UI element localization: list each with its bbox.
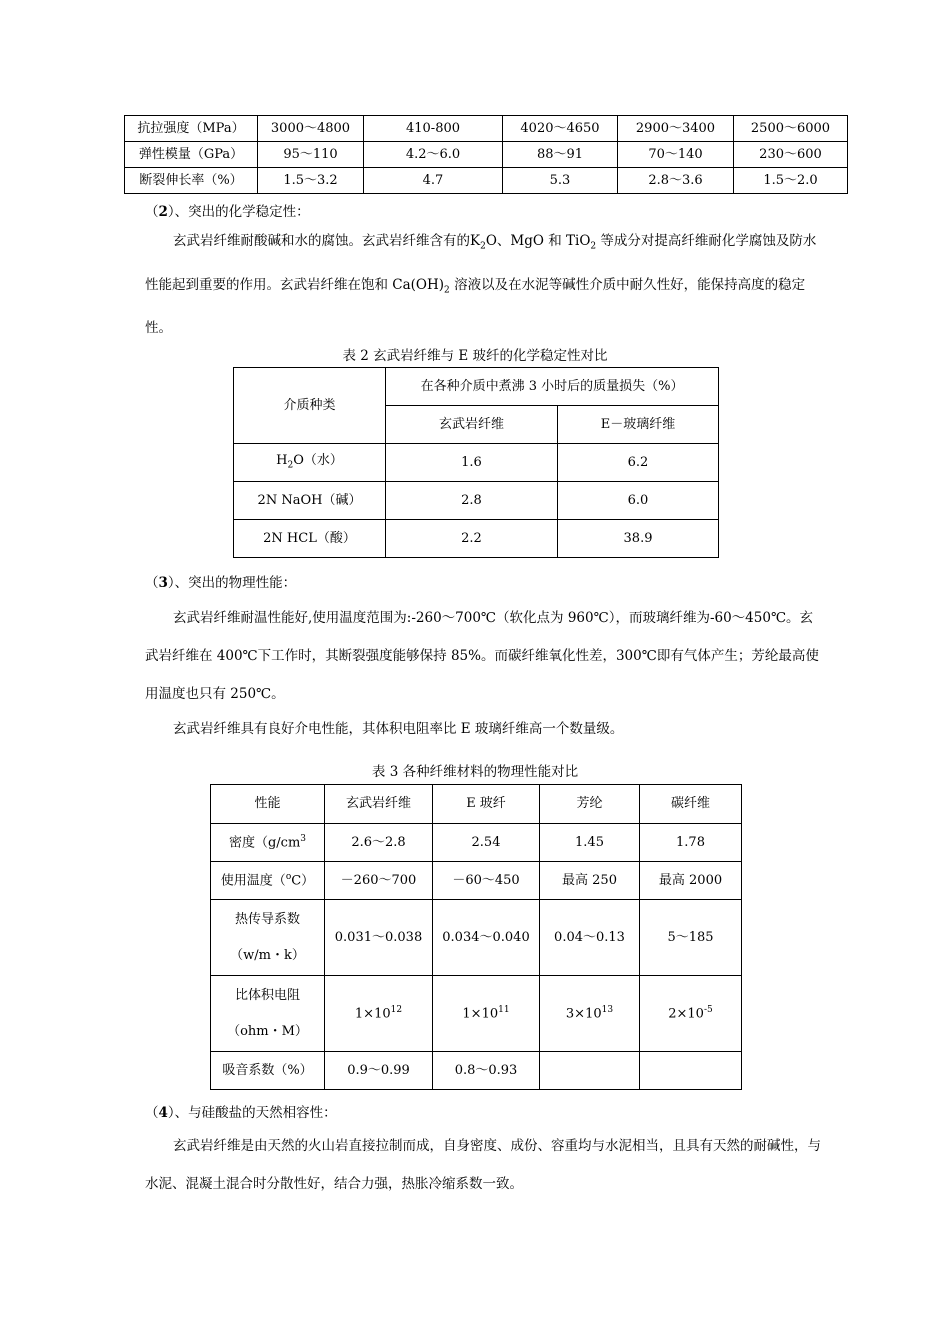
table-cell: 1.45 bbox=[540, 824, 640, 862]
table-row bbox=[234, 444, 719, 482]
table-cell: 弹性模量（GPa） bbox=[125, 142, 258, 168]
table-header: 玄武岩纤维 bbox=[386, 406, 558, 444]
table-cell: $H_2O$（水） bbox=[234, 444, 386, 482]
table-cell: 2.8～3.6 bbox=[618, 168, 734, 194]
table-cell: 0.8～0.93 bbox=[433, 1052, 540, 1090]
table-cell: $3\times 10^{13}$ bbox=[540, 976, 640, 1052]
table-cell: 6.2 bbox=[558, 444, 719, 482]
table-row bbox=[125, 116, 848, 142]
table-cell: 4020～4650 bbox=[503, 116, 618, 142]
table-cell: 95～110 bbox=[258, 142, 364, 168]
table-cell: 0.034～0.040 bbox=[433, 900, 540, 976]
paragraph: 玄武岩纤维具有良好介电性能，其体积电阻率比 E 玻璃纤维高一个数量级。 bbox=[173, 721, 624, 737]
table-cell: 1.6 bbox=[386, 444, 558, 482]
table-row bbox=[211, 824, 742, 862]
table-cell: 70～140 bbox=[618, 142, 734, 168]
table-caption: 表 2 玄武岩纤维与 E 玻纤的化学稳定性对比 bbox=[342, 348, 608, 364]
table-row bbox=[234, 368, 719, 406]
table-cell: 比体积电阻 （ohm・M） bbox=[211, 976, 325, 1052]
table-cell: 最高 250 bbox=[540, 862, 640, 900]
table-header: E－玻璃纤维 bbox=[558, 406, 719, 444]
table-cell: 2N NaOH（碱） bbox=[234, 482, 386, 520]
physical-properties-table bbox=[210, 784, 742, 1090]
table-cell: 4.7 bbox=[364, 168, 503, 194]
table-cell: 0.031～0.038 bbox=[325, 900, 433, 976]
table-row bbox=[211, 1052, 742, 1090]
table-cell: 吸音系数（%） bbox=[211, 1052, 325, 1090]
table-header: 碳纤维 bbox=[640, 785, 742, 824]
table-cell: 6.0 bbox=[558, 482, 719, 520]
table-row bbox=[234, 520, 719, 558]
table-cell: 热传导系数 （w/m・k） bbox=[211, 900, 325, 976]
paragraph: 玄武岩纤维是由天然的火山岩直接拉制而成，自身密度、成份、容重均与水泥相当，且具有天然的耐碱性，与水泥、混凝土混合时分散性好，结合力强，热胀冷缩系数一致。 bbox=[145, 1138, 821, 1192]
table-cell: 4.2～6.0 bbox=[364, 142, 503, 168]
table-header: 玄武岩纤维 bbox=[325, 785, 433, 824]
table-row bbox=[211, 785, 742, 824]
table-cell: 1.5～2.0 bbox=[734, 168, 848, 194]
table-cell bbox=[640, 1052, 742, 1090]
table-cell: 88～91 bbox=[503, 142, 618, 168]
table-row bbox=[125, 142, 848, 168]
table-cell: 2.6～2.8 bbox=[325, 824, 433, 862]
table-cell: 0.9～0.99 bbox=[325, 1052, 433, 1090]
table-cell: 最高 2000 bbox=[640, 862, 742, 900]
table-cell: 3000～4800 bbox=[258, 116, 364, 142]
table-cell: 2N HCL（酸） bbox=[234, 520, 386, 558]
table-cell: 410-800 bbox=[364, 116, 503, 142]
table-cell: $2\times 10^{-5}$ bbox=[640, 976, 742, 1052]
table-cell: 1.5～3.2 bbox=[258, 168, 364, 194]
table-cell: 5～185 bbox=[640, 900, 742, 976]
table-header: 介质种类 bbox=[234, 368, 386, 444]
table-cell: 断裂伸长率（%） bbox=[125, 168, 258, 194]
table-cell: 38.9 bbox=[558, 520, 719, 558]
section-heading: （4）、与硅酸盐的天然相容性： bbox=[145, 1105, 337, 1121]
table-cell: $1\times 10^{12}$ bbox=[325, 976, 433, 1052]
table-cell: 1.78 bbox=[640, 824, 742, 862]
table-cell: 2.2 bbox=[386, 520, 558, 558]
paragraph: 玄武岩纤维耐酸碱和水的腐蚀。玄武岩纤维含有的$K_2O$、MgO 和 TiO$_2$ 等成分对提高纤维耐化学腐蚀及防水性能起到重要的作用。玄武岩纤维在饱和 $Ca(OH)_2$ 溶液以及在水泥等碱性介质中耐久性好，能保持高度的稳定性。 bbox=[145, 233, 817, 337]
table-cell: 抗拉强度（MPa） bbox=[125, 116, 258, 142]
table-row bbox=[211, 862, 742, 900]
table-cell: －260～700 bbox=[325, 862, 433, 900]
table-cell: 2500～6000 bbox=[734, 116, 848, 142]
table-cell: 2.54 bbox=[433, 824, 540, 862]
table-header: E 玻纤 bbox=[433, 785, 540, 824]
table-header: 性能 bbox=[211, 785, 325, 824]
table-row bbox=[211, 976, 742, 1052]
strength-table bbox=[124, 115, 848, 194]
table-caption: 表 3 各种纤维材料的物理性能对比 bbox=[371, 764, 579, 780]
paragraph: 玄武岩纤维耐温性能好,使用温度范围为:-260～700℃（软化点为 960℃），而玻璃纤维为-60～450℃。玄武岩纤维在 400℃下工作时，其断裂强度能够保持 85%。而碳纤维氧化性差，300℃即有气体产生；芳纶最高使用温度也只有 250℃。 bbox=[145, 610, 819, 702]
table-cell: －60～450 bbox=[433, 862, 540, 900]
chemical-stability-table bbox=[233, 367, 719, 558]
table-cell: 2.8 bbox=[386, 482, 558, 520]
table-cell: 230～600 bbox=[734, 142, 848, 168]
section-heading: （2）、突出的化学稳定性： bbox=[145, 204, 310, 220]
table-row bbox=[211, 900, 742, 976]
table-row bbox=[234, 482, 719, 520]
table-cell: $1\times 10^{11}$ bbox=[433, 976, 540, 1052]
table-row bbox=[125, 168, 848, 194]
table-header: 在各种介质中煮沸 3 小时后的质量损失（%） bbox=[386, 368, 719, 406]
table-cell: 2900～3400 bbox=[618, 116, 734, 142]
table-cell bbox=[540, 1052, 640, 1090]
table-header: 芳纶 bbox=[540, 785, 640, 824]
table-cell: 密度（$g/cm^3$ bbox=[211, 824, 325, 862]
table-cell: 使用温度（$^o$C） bbox=[211, 862, 325, 900]
table-cell: 5.3 bbox=[503, 168, 618, 194]
table-cell: 0.04～0.13 bbox=[540, 900, 640, 976]
section-heading: （3）、突出的物理性能： bbox=[145, 575, 297, 591]
